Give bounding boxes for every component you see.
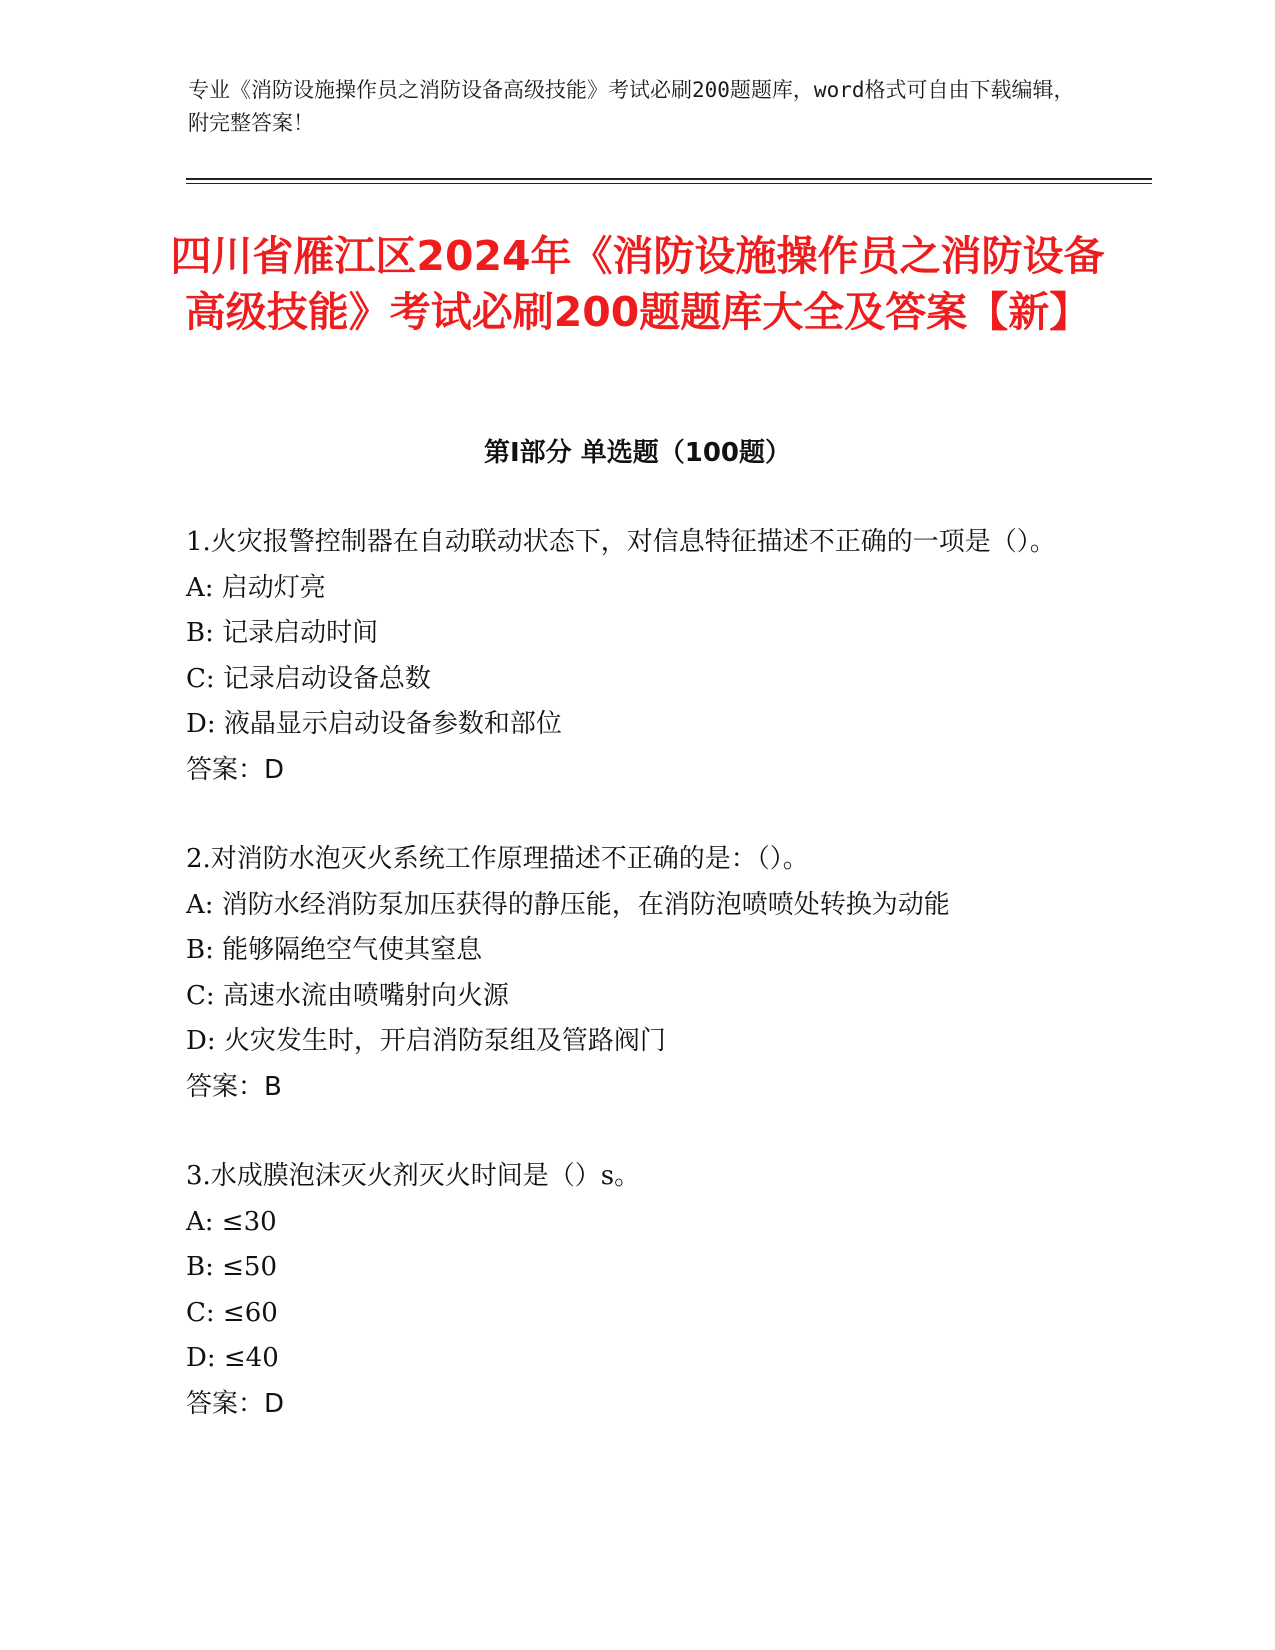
option-a: A: 启动灯亮 (186, 572, 326, 603)
option-c: C: 记录启动设备总数 (186, 663, 431, 694)
question-stem: 1.火灾报警控制器在自动联动状态下，对信息特征描述不正确的一项是（）。 (186, 527, 1056, 557)
header-divider-thick (186, 178, 1152, 180)
option-d: D: 火灾发生时，开启消防泵组及管路阀门 (186, 1026, 666, 1056)
answer: 答案：D (186, 1388, 285, 1419)
question-3 (186, 1154, 1086, 1427)
option-b: B: 能够隔绝空气使其窒息 (186, 935, 483, 965)
option-a: A: 消防水经消防泵加压获得的静压能，在消防泡喷喷处转换为动能 (186, 889, 950, 920)
question-spacer (186, 793, 1086, 837)
document-title: 四川省雁江区2024年《消防设施操作员之消防设备高级技能》考试必刷200题题库大全及答案【新】 (170, 232, 1105, 336)
question-spacer (186, 1110, 1086, 1154)
option-c: C: 高速水流由喷嘴射向火源 (186, 980, 509, 1011)
option-d: D: ≤40 (186, 1343, 279, 1373)
header-note: 专业《消防设施操作员之消防设备高级技能》考试必刷200题题库，word格式可自由下载编辑，附完整答案！ (188, 78, 1075, 135)
answer: 答案：D (186, 754, 285, 785)
option-b: B: 记录启动时间 (186, 618, 379, 648)
section-title: 第Ⅰ部分 单选题（100题） (484, 438, 791, 468)
option-b: B: ≤50 (186, 1252, 277, 1282)
option-d: D: 液晶显示启动设备参数和部位 (186, 709, 562, 739)
option-c: C: ≤60 (186, 1297, 278, 1328)
question-1 (186, 520, 1086, 793)
question-2 (186, 837, 1086, 1110)
question-stem: 2.对消防水泡灭火系统工作原理描述不正确的是：（）。 (186, 844, 809, 874)
option-a: A: ≤30 (186, 1206, 277, 1237)
answer: 答案：B (186, 1071, 282, 1102)
header-divider-thin (186, 183, 1152, 184)
question-stem: 3.水成膜泡沫灭火剂灭火时间是（）s。 (186, 1161, 641, 1191)
question-list (186, 520, 1086, 1427)
